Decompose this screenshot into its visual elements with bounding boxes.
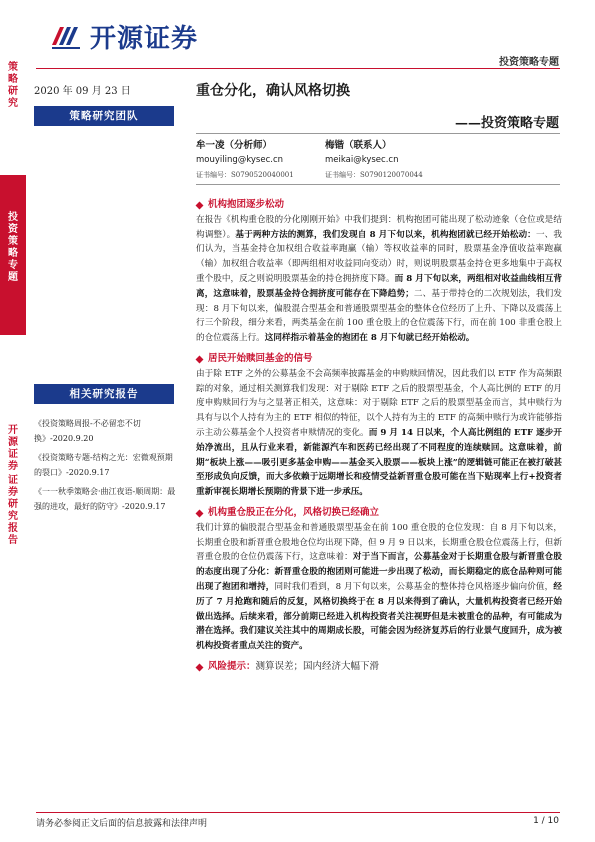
related-report-link[interactable]: 《一一秋季策略会·曲江夜语-顺周期：最强的进攻，最好的防守》-2020.9.17 bbox=[34, 487, 176, 511]
author-card bbox=[325, 138, 423, 183]
author-email[interactable]: meikai@kysec.cn bbox=[325, 155, 399, 165]
related-report-link[interactable]: 《投资策略周报-不必留恋不切换》-2020.9.20 bbox=[34, 419, 141, 443]
diamond-bullet-icon bbox=[196, 201, 204, 209]
logo-mark-icon bbox=[50, 23, 84, 51]
section-paragraph: 在报告《机构重仓股的分化刚刚开始》中我们提到：机构抱团可能出现了松动迹象（仓位或是结构调整）。基于两种方法的测算，我们发现自 8 月下旬以来，机构抱团就已经开始松动：一、我们认为，当基金持仓加权组合收益率跑赢（输）等权收益率的同时，股票基金净值收益率跑赢（输）加权组合收益率（即两组相对收益同向变动）时，则说明股票基金持仓更多地集中于高权重个股中，反之则说明股票基金的持仓拥挤度下降。而 8 月下旬以来，两组相对收益曲线相互背离，这意味着，股票基金持仓拥挤度可能存在下降趋势；二、基于带持仓的二次规划法，我们发现：8 月下旬以来，偏股混合型基金和普通股票型基金的整体仓位经历了上升、下降以及震荡上行三个阶段，细分来看，两类基金在前 100 重仓股上的仓位震荡下行，而在前 100 非重仓股上的仓位震荡上行。这同样指示着基金的抱团在 8 月下旬就已经开始松动。 bbox=[196, 214, 563, 344]
author-card bbox=[196, 138, 294, 183]
section-heading: 居民开始赎回基金的信号 bbox=[196, 352, 562, 367]
author-cert: 证书编号：S0790120070044 bbox=[325, 171, 423, 179]
side-tag-research: 证券研究报告 bbox=[8, 475, 18, 546]
logo-text: 开源证券 bbox=[90, 24, 199, 54]
team-label: 策略研究团队 bbox=[34, 106, 174, 126]
author-cert: 证书编号：S0790520040001 bbox=[196, 171, 294, 179]
company-logo bbox=[50, 18, 198, 55]
side-tag-company: 开源证券 bbox=[8, 425, 18, 472]
related-reports-heading: 相关研究报告 bbox=[34, 384, 174, 404]
section-paragraph: 由于除 ETF 之外的公募基金不会高频率披露基金的申购赎回情况，因此我们以 ETF 作为高频跟踪的对象，通过相关测算我们发现：对于剔除 ETF 之后的股票型基金，个人高比例的 ETF 的月度申购赎回行为与之显著正相关，这意味：对于剔除 ETF 之后的股票型基金而言，其申赎行为具有与以个人持有为主的 ETF 相似的特征，以个人持有为主的 ETF 的高频申赎行为或许能够指示主动公募基金个人投资者申赎情况的变化。而 9 月 14 日以来，个人高比例组的 ETF 逐步开始净流出，且从行业来看，新能源汽车和医药已经出现了不同程度的连续赎回。这意味着，前期“板块上涨——吸引更多基金申购——基金买入股票——板块上涨”的逻辑链可能正在被打破甚至形成负向反馈，而大多依赖于远期增长和疫情受益新晋重仓股可能在当下贴现率上行+投资者重新审视长期增长预期的背景下进一步承压。 bbox=[196, 368, 562, 498]
related-reports-list bbox=[34, 416, 179, 518]
authors-top-divider bbox=[196, 133, 560, 134]
risk-notice: 风险提示： 测算误差；国内经济大幅下滑 bbox=[196, 660, 562, 675]
author-name: 梅锴（联系人） bbox=[325, 140, 392, 151]
side-tag-strategy: 策略研究 bbox=[8, 62, 18, 109]
report-title: 重仓分化，确认风格切换 bbox=[196, 83, 350, 99]
section-heading: 机构重仓股正在分化，风格切换已经确立 bbox=[196, 506, 562, 521]
section-paragraph: 我们计算的偏股混合型基金和普通股票型基金在前 100 重仓股的仓位发现：自 8 月下旬以来，长期重仓股和新晋重仓股地仓位均出现下降，但 9 月 9 日以来，长期重仓股仓位震荡上行，但新晋重仓股的仓位仍震荡下行，这意味着：对于当下而言，公募基金对于长期重仓股与新晋重仓股的态度出现了分化：新晋重仓股的抱团则可能进一步出现了松动，而长期稳定的底仓品种则可能出现了抱团和增持，同时我们看到，8 月下旬以来，公募基金的整体持仓风格逐步偏向价值，经历了 7 月抢跑和随后的反复，风格切换终于在 8 月以来得到了确认，大量机构投资者已经开始做出选择。后续来看，部分前期已经进入机构投资者关注视野但是未被重仓的品种，有可能成为潜在选择。我们建议关注其中的周期成长股，可能会因为经济复苏后的行业景气度回升，成为被机构投资者重点关注的资产。 bbox=[196, 522, 562, 652]
report-date: 2020 年 09 月 23 日 bbox=[34, 86, 131, 97]
side-segment-bottom bbox=[0, 335, 26, 842]
section-heading: 机构抱团逐步松动 bbox=[196, 198, 562, 213]
diamond-bullet-icon bbox=[196, 355, 204, 363]
header-divider bbox=[36, 68, 560, 69]
related-report-link[interactable]: 《投资策略专题-结构之光：宏微观预期的裂口》-2020.9.17 bbox=[34, 453, 173, 477]
report-subtitle: ——投资策略专题 bbox=[454, 116, 559, 131]
diamond-bullet-icon bbox=[196, 509, 204, 517]
header-report-type: 投资策略专题 bbox=[499, 57, 559, 68]
report-body bbox=[196, 192, 562, 675]
side-bar bbox=[0, 0, 26, 842]
page-number: 1 / 10 bbox=[533, 816, 559, 826]
author-name: 牟一凌（分析师） bbox=[196, 140, 273, 151]
author-email[interactable]: mouyiling@kysec.cn bbox=[196, 155, 284, 165]
diamond-bullet-icon bbox=[196, 663, 204, 671]
side-tag-report-type: 投资策略专题 bbox=[8, 212, 18, 283]
footer-disclaimer: 请务必参阅正文后面的信息披露和法律声明 bbox=[36, 819, 208, 829]
authors-bottom-divider bbox=[196, 184, 560, 185]
footer-divider bbox=[36, 812, 560, 813]
